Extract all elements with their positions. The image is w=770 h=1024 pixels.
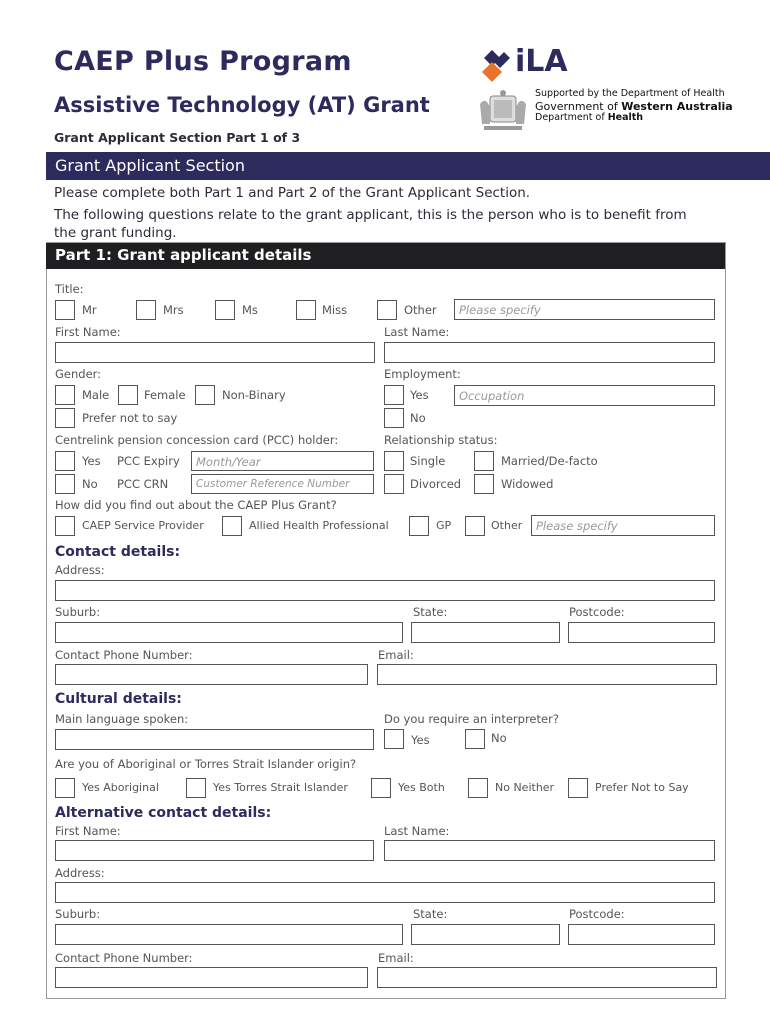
pcc-yes-label: Yes xyxy=(82,454,101,468)
title-mr-label: Mr xyxy=(82,303,97,317)
title-mrs-checkbox[interactable] xyxy=(136,300,156,320)
gender-prefer-not-checkbox[interactable] xyxy=(55,408,75,428)
gender-nonbinary-label: Non-Binary xyxy=(222,388,286,402)
alt-phone-input[interactable] xyxy=(55,967,368,988)
relationship-widowed-checkbox[interactable] xyxy=(474,474,494,494)
cultural-heading: Cultural details: xyxy=(55,691,182,707)
alt-last-name-label: Last Name: xyxy=(384,824,450,838)
section-header-bar xyxy=(46,152,770,180)
pcc-label: Centrelink pension concession card (PCC) holder: xyxy=(55,433,339,447)
program-title: CAEP Plus Program xyxy=(54,46,352,77)
find-other-checkbox[interactable] xyxy=(465,516,485,536)
find-gp-label: GP xyxy=(436,519,452,532)
employment-label: Employment: xyxy=(384,367,461,381)
first-name-input[interactable] xyxy=(55,342,375,363)
title-other-checkbox[interactable] xyxy=(377,300,397,320)
title-label: Title: xyxy=(55,282,84,296)
title-mr-checkbox[interactable] xyxy=(55,300,75,320)
interpreter-label: Do you require an interpreter? xyxy=(384,712,559,726)
relationship-single-checkbox[interactable] xyxy=(384,451,404,471)
gov-wa-text: Government of Western Australia xyxy=(535,100,733,113)
alt-suburb-label: Suburb: xyxy=(55,907,101,921)
language-input[interactable] xyxy=(55,729,374,750)
employment-no-label: No xyxy=(410,411,426,425)
alt-state-input[interactable] xyxy=(411,924,560,945)
pcc-yes-checkbox[interactable] xyxy=(55,451,75,471)
email-label: Email: xyxy=(378,648,414,662)
grant-title: Assistive Technology (AT) Grant xyxy=(54,93,430,117)
find-caep-provider-label: CAEP Service Provider xyxy=(82,519,204,532)
language-label: Main language spoken: xyxy=(55,712,189,726)
last-name-label: Last Name: xyxy=(384,325,450,339)
relationship-divorced-checkbox[interactable] xyxy=(384,474,404,494)
find-gp-checkbox[interactable] xyxy=(409,516,429,536)
alt-first-name-input[interactable] xyxy=(55,840,374,861)
contact-heading: Contact details: xyxy=(55,544,181,560)
part1-header-bar xyxy=(46,243,725,269)
find-other-label: Other xyxy=(491,519,523,532)
employment-yes-checkbox[interactable] xyxy=(384,385,404,405)
gender-male-label: Male xyxy=(82,388,110,402)
relationship-married-checkbox[interactable] xyxy=(474,451,494,471)
relationship-divorced-label: Divorced xyxy=(410,477,462,491)
origin-tsi-label: Yes Torres Strait Islander xyxy=(213,781,348,794)
employment-no-checkbox[interactable] xyxy=(384,408,404,428)
gender-prefer-not-label: Prefer not to say xyxy=(82,411,178,425)
alt-email-input[interactable] xyxy=(377,967,717,988)
section-title: Grant Applicant Section xyxy=(55,156,245,175)
find-caep-provider-checkbox[interactable] xyxy=(55,516,75,536)
phone-label: Contact Phone Number: xyxy=(55,648,193,662)
gender-label: Gender: xyxy=(55,367,102,381)
pcc-crn-input[interactable]: Customer Reference Number xyxy=(191,474,374,494)
state-label: State: xyxy=(413,605,448,619)
gender-female-checkbox[interactable] xyxy=(118,385,138,405)
pcc-crn-label: PCC CRN xyxy=(117,477,169,491)
phone-input[interactable] xyxy=(55,664,368,685)
title-ms-label: Ms xyxy=(242,303,258,317)
wa-crest-icon xyxy=(478,90,528,134)
origin-neither-checkbox[interactable] xyxy=(468,778,488,798)
email-input[interactable] xyxy=(377,664,717,685)
find-allied-health-label: Allied Health Professional xyxy=(249,519,389,532)
alt-postcode-label: Postcode: xyxy=(569,907,625,921)
gender-male-checkbox[interactable] xyxy=(55,385,75,405)
relationship-single-label: Single xyxy=(410,454,446,468)
address-input[interactable] xyxy=(55,580,715,601)
origin-aboriginal-label: Yes Aboriginal xyxy=(82,781,159,794)
alt-phone-label: Contact Phone Number: xyxy=(55,951,193,965)
alt-suburb-input[interactable] xyxy=(55,924,403,945)
pcc-expiry-label: PCC Expiry xyxy=(117,454,180,468)
ila-logo-mark-icon xyxy=(478,48,512,84)
title-miss-label: Miss xyxy=(322,303,348,317)
title-other-input[interactable]: Please specify xyxy=(454,299,715,320)
ila-logo-text: iLA xyxy=(515,44,568,79)
dept-health-text: Department of Health xyxy=(535,112,644,123)
alt-first-name-label: First Name: xyxy=(55,824,121,838)
find-allied-health-checkbox[interactable] xyxy=(222,516,242,536)
suburb-input[interactable] xyxy=(55,622,403,643)
part1-title: Part 1: Grant applicant details xyxy=(55,246,312,264)
alt-last-name-input[interactable] xyxy=(384,840,715,861)
support-line: Supported by the Department of Health xyxy=(535,88,725,99)
alt-heading: Alternative contact details: xyxy=(55,805,272,821)
pcc-no-label: No xyxy=(82,477,98,491)
origin-prefer-not-checkbox[interactable] xyxy=(568,778,588,798)
origin-label: Are you of Aboriginal or Torres Strait Islander origin? xyxy=(55,757,357,771)
state-input[interactable] xyxy=(411,622,560,643)
intro-line-3: the grant funding. xyxy=(54,225,177,241)
alt-address-label: Address: xyxy=(55,866,105,880)
occupation-input[interactable]: Occupation xyxy=(454,385,715,406)
title-miss-checkbox[interactable] xyxy=(296,300,316,320)
part-indicator: Grant Applicant Section Part 1 of 3 xyxy=(54,130,301,145)
relationship-married-label: Married/De-facto xyxy=(501,454,598,468)
pcc-no-checkbox[interactable] xyxy=(55,474,75,494)
interpreter-no-checkbox[interactable] xyxy=(465,729,485,749)
origin-prefer-not-label: Prefer Not to Say xyxy=(595,781,689,794)
find-other-input[interactable]: Please specify xyxy=(531,515,715,536)
origin-aboriginal-checkbox[interactable] xyxy=(55,778,75,798)
gender-female-label: Female xyxy=(144,388,186,402)
pcc-expiry-input[interactable]: Month/Year xyxy=(191,451,374,471)
interpreter-yes-checkbox[interactable] xyxy=(384,729,404,749)
alt-state-label: State: xyxy=(413,907,448,921)
title-other-label: Other xyxy=(404,303,437,317)
gender-nonbinary-checkbox[interactable] xyxy=(195,385,215,405)
suburb-label: Suburb: xyxy=(55,605,101,619)
origin-neither-label: No Neither xyxy=(495,781,555,794)
origin-both-label: Yes Both xyxy=(398,781,445,794)
last-name-input[interactable] xyxy=(384,342,715,363)
find-out-label: How did you find out about the CAEP Plus Grant? xyxy=(55,498,337,512)
title-mrs-label: Mrs xyxy=(163,303,184,317)
alt-postcode-input[interactable] xyxy=(568,924,715,945)
interpreter-no-label: No xyxy=(491,731,507,745)
address-label: Address: xyxy=(55,563,105,577)
origin-tsi-checkbox[interactable] xyxy=(186,778,206,798)
intro-line-1: Please complete both Part 1 and Part 2 of the Grant Applicant Section. xyxy=(54,185,531,201)
postcode-label: Postcode: xyxy=(569,605,625,619)
relationship-label: Relationship status: xyxy=(384,433,498,447)
interpreter-yes-label: Yes xyxy=(411,733,430,747)
postcode-input[interactable] xyxy=(568,622,715,643)
title-ms-checkbox[interactable] xyxy=(215,300,235,320)
first-name-label: First Name: xyxy=(55,325,121,339)
relationship-widowed-label: Widowed xyxy=(501,477,554,491)
origin-both-checkbox[interactable] xyxy=(371,778,391,798)
intro-line-2: The following questions relate to the grant applicant, this is the person who is to benefit from xyxy=(54,207,687,223)
employment-yes-label: Yes xyxy=(410,388,429,402)
alt-email-label: Email: xyxy=(378,951,414,965)
alt-address-input[interactable] xyxy=(55,882,715,903)
